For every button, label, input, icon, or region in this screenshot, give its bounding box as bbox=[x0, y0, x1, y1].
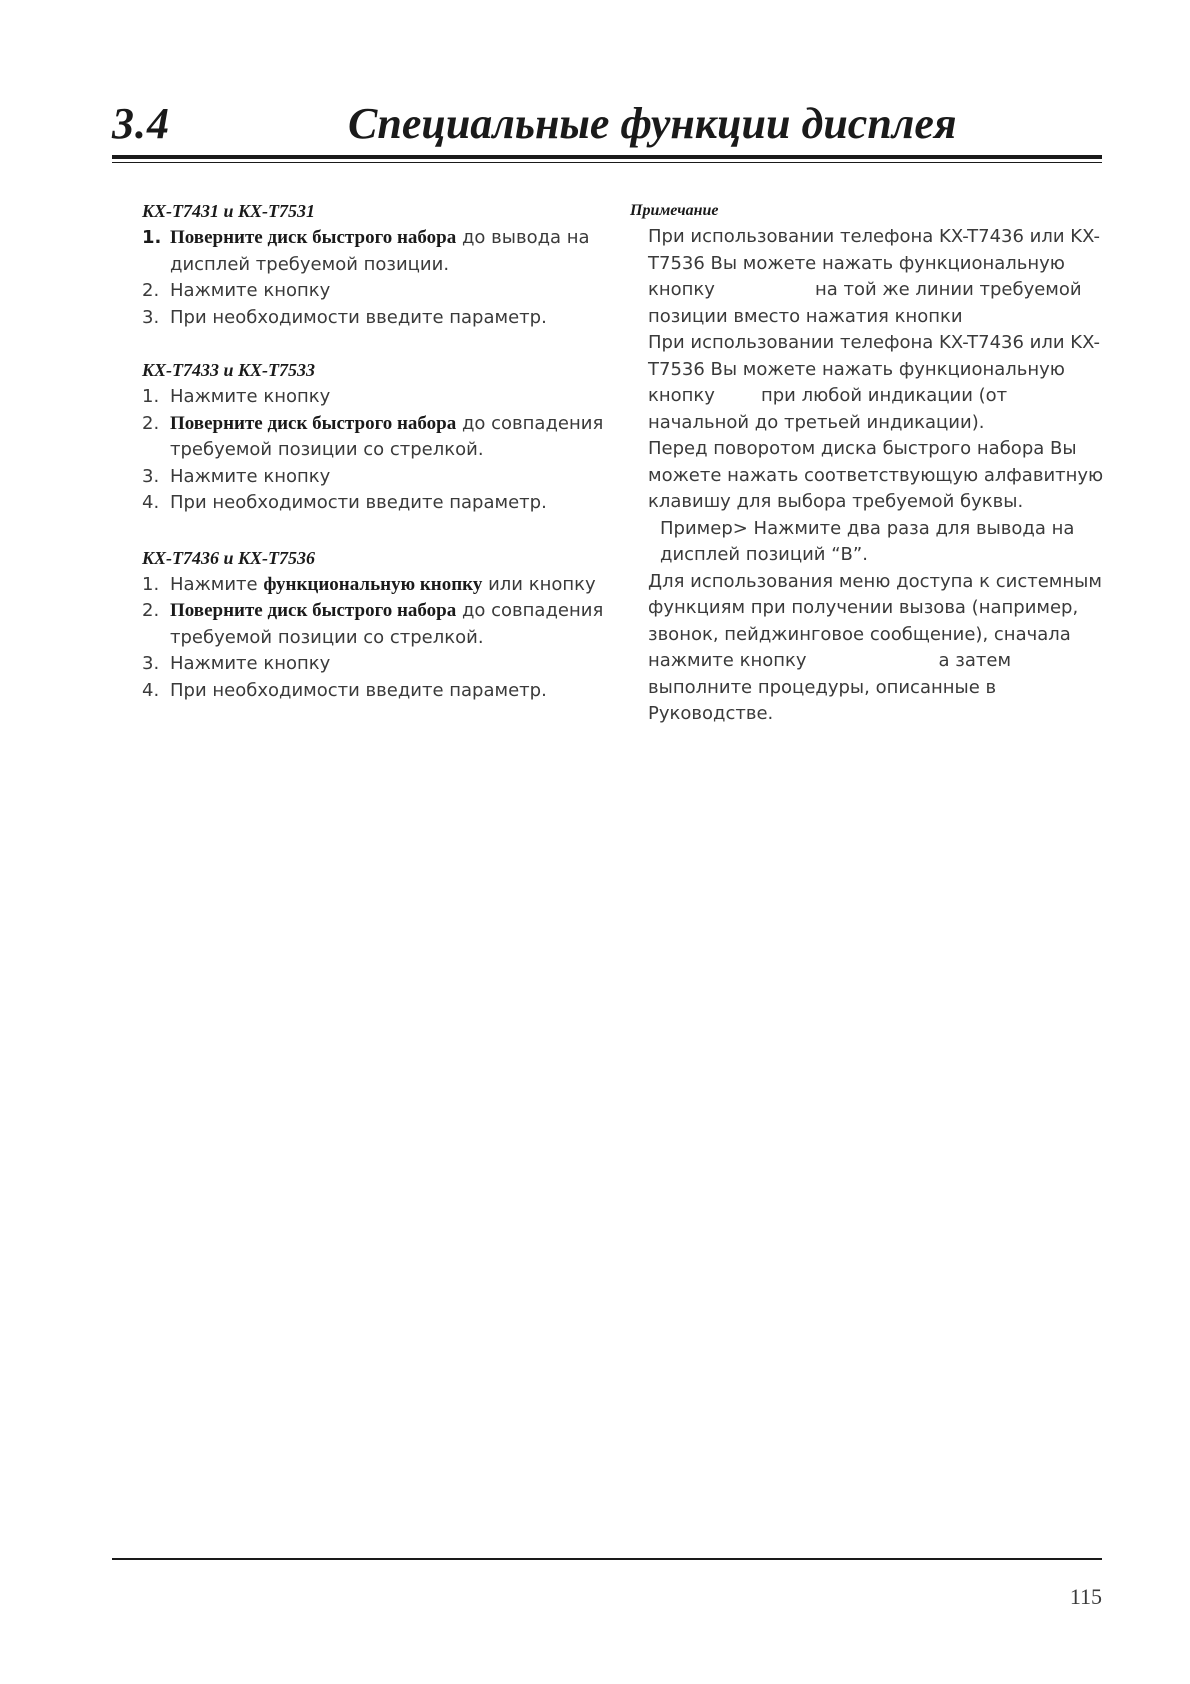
right-column bbox=[630, 198, 1110, 728]
step-number: 3. bbox=[142, 306, 160, 328]
note-title: Примечание bbox=[630, 202, 719, 219]
step-number: 3. bbox=[142, 465, 160, 487]
note-text: При использовании телефона KX-T7436 или KX-T7536 Вы можете нажать функциональную кнопку bbox=[648, 332, 1101, 406]
note-text: а затем выполните процедуры, описанные в Руководстве. bbox=[648, 650, 1012, 724]
note-paragraph bbox=[630, 330, 1110, 436]
steps-7433 bbox=[112, 384, 612, 517]
step-bold-text: Поверните диск быстрого набора bbox=[170, 227, 457, 248]
step-text: до совпадения требуемой позиции со стрелкой. bbox=[170, 412, 604, 460]
step-text: до совпадения требуемой позиции со стрелкой. bbox=[170, 600, 604, 648]
step-text: При необходимости введите параметр. bbox=[170, 492, 547, 513]
step-bold-text: Поверните диск быстрого набора bbox=[170, 412, 457, 434]
step-number: 2. bbox=[142, 412, 160, 434]
step-item bbox=[112, 678, 612, 705]
group-title-7431: KX-T7431 и KX-T7531 bbox=[142, 201, 316, 221]
note-paragraph bbox=[630, 224, 1110, 330]
step-text: до вывода на дисплей требуемой позиции. bbox=[170, 227, 590, 275]
step-item bbox=[112, 598, 612, 651]
header-rule-thin bbox=[112, 162, 1102, 163]
step-item bbox=[112, 305, 612, 332]
steps-7431 bbox=[112, 225, 612, 331]
step-number: 2. bbox=[142, 280, 160, 301]
step-item bbox=[112, 225, 612, 278]
section-header bbox=[112, 98, 1102, 158]
note-text: при любой индикации (от начальной до третьей индикации). bbox=[648, 385, 1008, 433]
step-item bbox=[112, 490, 612, 517]
step-item bbox=[112, 411, 612, 464]
step-number: 4. bbox=[142, 492, 160, 513]
step-text: Нажмите bbox=[170, 573, 264, 595]
step-item bbox=[112, 651, 612, 678]
note-text: Для использования меню доступа к системным функциям при получении вызова (например, звонок, пейджинговое сообщение), сначала нажмите кнопку bbox=[648, 570, 1102, 671]
steps-7436 bbox=[112, 572, 612, 705]
step-item bbox=[112, 572, 612, 599]
step-item bbox=[112, 278, 612, 305]
step-text: Нажмите кнопку bbox=[170, 653, 331, 674]
note-example: Пример> Нажмите два раза для вывода на дисплей позиций “В”. bbox=[660, 517, 1075, 565]
step-number: 3. bbox=[142, 653, 160, 674]
step-text: При необходимости введите параметр. bbox=[170, 679, 547, 701]
section-title: Специальные функции дисплея bbox=[348, 99, 957, 148]
footer-rule bbox=[112, 1558, 1102, 1560]
note-text: При использовании телефона KX-T7436 или KX-T7536 Вы можете нажать функциональную кнопку bbox=[648, 226, 1101, 300]
step-item bbox=[112, 464, 612, 491]
step-text: Нажмите кнопку bbox=[170, 386, 331, 407]
step-text: или кнопку bbox=[482, 573, 596, 595]
step-number: 2. bbox=[142, 600, 160, 621]
note-text: на той же линии требуемой позиции вместо нажатия кнопки bbox=[648, 279, 1082, 327]
left-column bbox=[112, 198, 612, 704]
group-title-7433: KX-T7433 и KX-T7533 bbox=[142, 360, 316, 380]
step-number: 1. bbox=[142, 386, 160, 407]
step-text: При необходимости введите параметр. bbox=[170, 306, 547, 328]
step-bold-text: функциональную кнопку bbox=[263, 573, 483, 595]
step-item bbox=[112, 384, 612, 411]
note-paragraph bbox=[630, 569, 1110, 728]
step-text: Нажмите кнопку bbox=[170, 280, 331, 301]
note-paragraph: Перед поворотом диска быстрого набора Вы можете нажать соответствующую алфавитную клавишу для выбора требуемой буквы. bbox=[648, 438, 1104, 512]
step-number: 4. bbox=[142, 679, 160, 701]
section-number: 3.4 bbox=[112, 99, 170, 148]
group-title-7436: KX-T7436 и KX-T7536 bbox=[142, 547, 316, 568]
page-number: 115 bbox=[1069, 1584, 1102, 1609]
step-bold-text: Поверните диск быстрого набора bbox=[170, 600, 457, 621]
step-text: Нажмите кнопку bbox=[170, 465, 331, 487]
header-rule-thick bbox=[112, 155, 1102, 159]
step-number: 1. bbox=[142, 573, 160, 595]
step-number: 1. bbox=[142, 227, 162, 248]
